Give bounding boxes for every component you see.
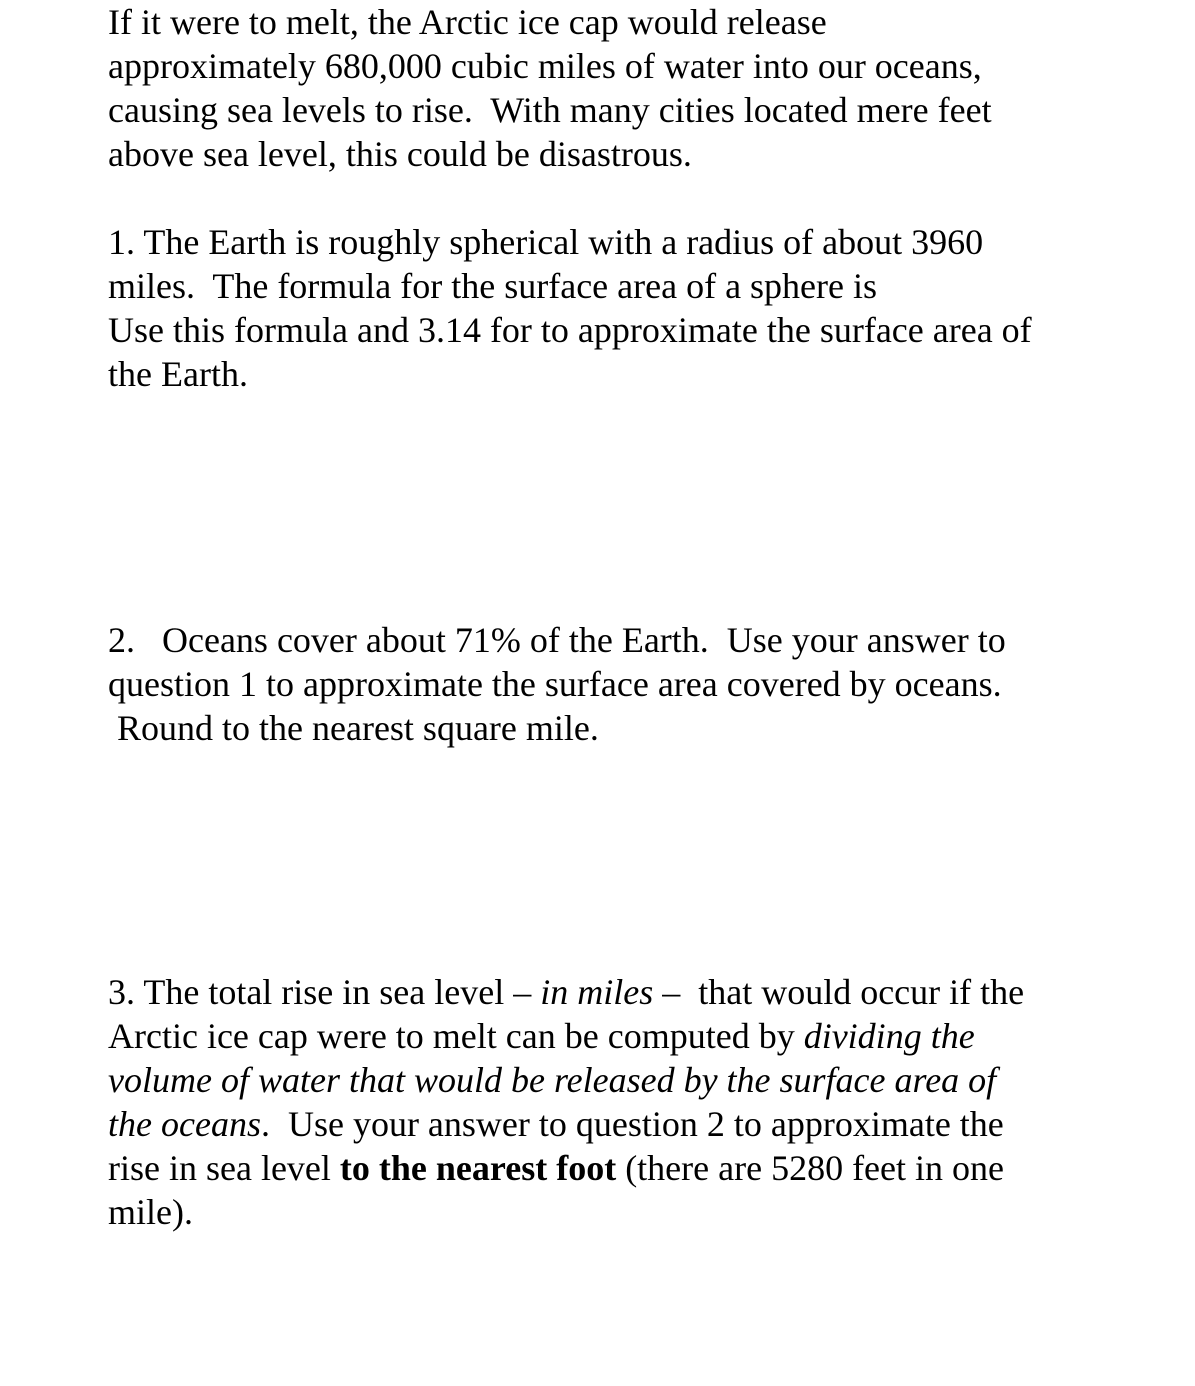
intro-line-4: above sea level, this could be disastrous.	[108, 134, 692, 174]
question-3-line-4	[108, 1102, 1108, 1146]
question-3-text: rise in sea level	[108, 1148, 340, 1188]
question-1-line-4: the Earth.	[108, 354, 248, 394]
question-3-text: . Use your answer to question 2 to approximate the	[260, 1104, 1004, 1144]
nearest-foot-emphasis: to the nearest foot	[339, 1148, 617, 1188]
oceans-emphasis: the oceans	[108, 1104, 261, 1144]
question-2-line-3: Round to the nearest square mile.	[108, 708, 599, 748]
question-3-line-3: volume of water that would be released by the surface area of	[108, 1060, 997, 1100]
question-3	[108, 970, 1108, 1234]
question-3-text: 3. The total rise in sea level –	[108, 972, 541, 1012]
intro-line-2: approximately 680,000 cubic miles of water into our oceans,	[108, 46, 982, 86]
in-miles-emphasis: in miles	[540, 972, 654, 1012]
intro-line-1: If it were to melt, the Arctic ice cap would release	[108, 2, 827, 42]
question-3-text: (there are 5280 feet in one	[616, 1148, 1004, 1188]
intro-line-3: causing sea levels to rise. With many cities located mere feet	[108, 90, 992, 130]
question-2	[108, 618, 1108, 750]
dividing-emphasis: dividing the	[803, 1016, 975, 1056]
question-3-text: – that would occur if the	[653, 972, 1025, 1012]
question-2-line-1: 2. Oceans cover about 71% of the Earth. Use your answer to	[108, 620, 1006, 660]
question-1-line-2: miles. The formula for the surface area of a sphere is	[108, 266, 878, 306]
question-1-line-3: Use this formula and 3.14 for to approximate the surface area of	[108, 310, 1032, 350]
question-3-line-2	[108, 1014, 1108, 1058]
question-3-line-1	[108, 970, 1108, 1014]
question-2-line-2: question 1 to approximate the surface area covered by oceans.	[108, 664, 1002, 704]
question-1-line-1: 1. The Earth is roughly spherical with a radius of about 3960	[108, 222, 984, 262]
question-3-text: Arctic ice cap were to melt can be computed by	[108, 1016, 804, 1056]
question-1	[108, 220, 1108, 396]
intro-paragraph	[108, 0, 1108, 176]
question-3-line-6: mile).	[108, 1192, 193, 1232]
question-3-line-5	[108, 1146, 1108, 1190]
